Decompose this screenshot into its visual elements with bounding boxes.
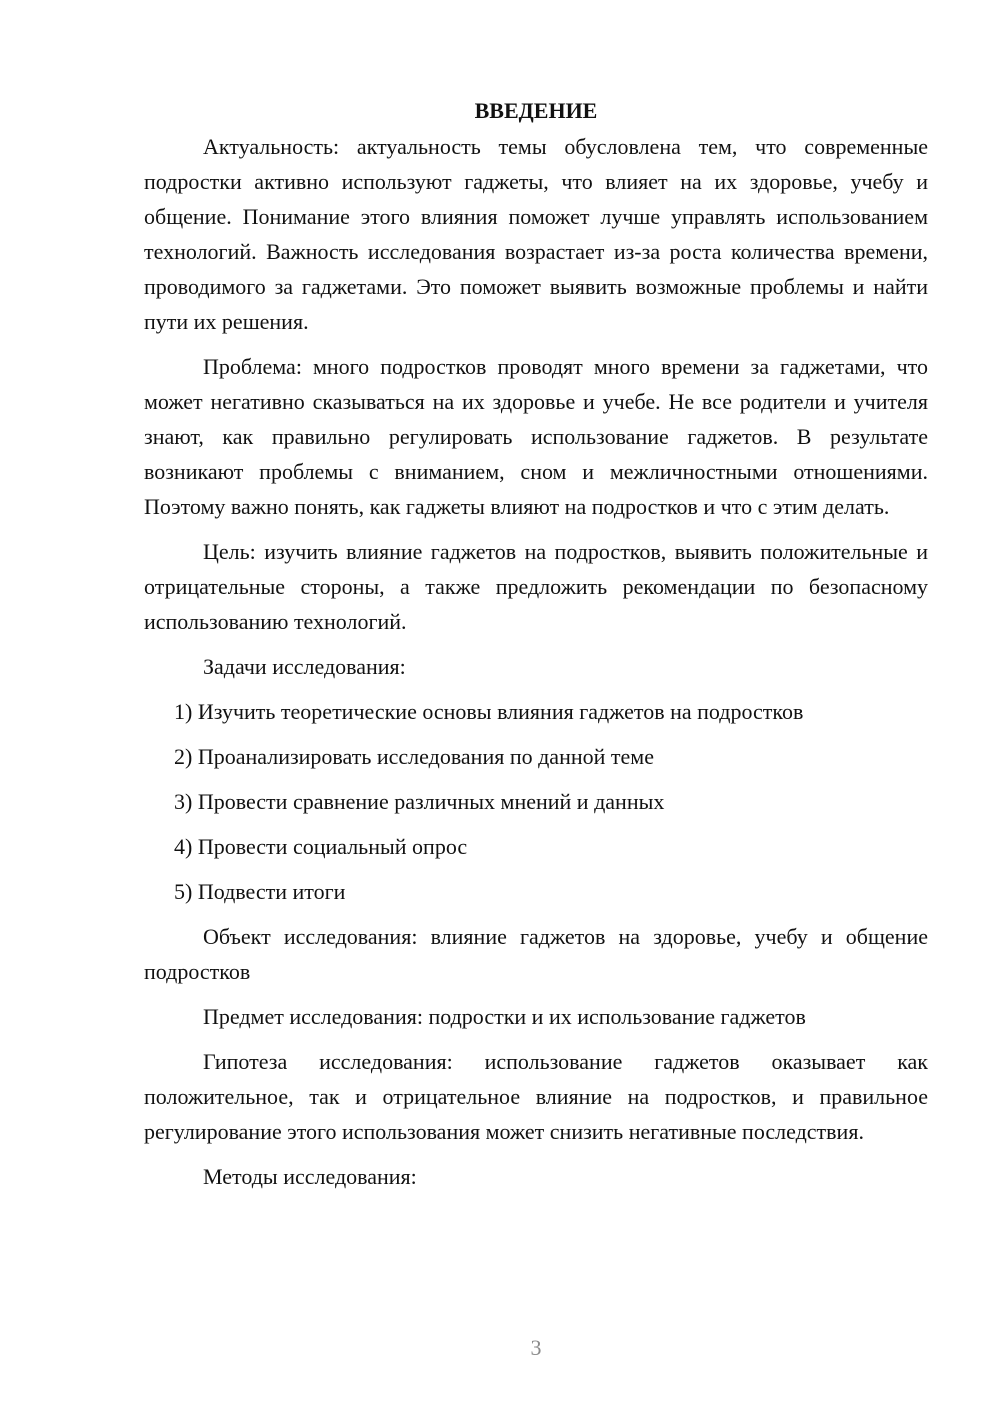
tasks-title: Задачи исследования: <box>203 654 406 679</box>
object-paragraph: Объект исследования: влияние гаджетов на здоровье, учебу и общение подростков <box>144 924 928 984</box>
task-item: 1) Изучить теоретические основы влияния гаджетов на подростков <box>174 699 804 724</box>
task-item: 3) Провести сравнение различных мнений и данных <box>174 789 665 814</box>
section-heading: ВВЕДЕНИЕ <box>474 98 598 123</box>
relevance-paragraph: Актуальность: актуальность темы обусловлена тем, что современные подростки активно используют гаджеты, что влияет на их здоровье, учебу и общение. Понимание этого влияния поможет лучше управлять использованием технологий. Важность исследования возрастает из-за роста количества времени, проводимого за гаджетами. Это поможет выявить возможные проблемы и найти пути их решения. <box>144 134 928 334</box>
task-item: 5) Подвести итоги <box>174 879 346 904</box>
problem-paragraph: Проблема: много подростков проводят много времени за гаджетами, что может негативно сказываться на их здоровье и учебе. Не все родители и учителя знают, как правильно регулировать использование гаджетов. В результате возникают проблемы с вниманием, сном и межличностными отношениями. Поэтому важно понять, как гаджеты влияют на подростков и что с этим делать. <box>144 354 928 519</box>
page-number: 3 <box>530 1335 542 1360</box>
subject-paragraph: Предмет исследования: подростки и их использование гаджетов <box>203 1004 806 1029</box>
hypothesis-paragraph: Гипотеза исследования: использование гаджетов оказывает как положительное, так и отрицательное влияние на подростков, и правильное регулирование этого использования может снизить негативные последствия. <box>144 1049 928 1144</box>
task-item: 2) Проанализировать исследования по данной теме <box>174 744 654 769</box>
task-item: 4) Провести социальный опрос <box>174 834 468 859</box>
methods-title: Методы исследования: <box>203 1164 417 1189</box>
tasks-list <box>144 694 928 909</box>
page-content <box>144 94 928 1204</box>
goal-paragraph: Цель: изучить влияние гаджетов на подростков, выявить положительные и отрицательные стороны, а также предложить рекомендации по безопасному использованию технологий. <box>144 539 928 634</box>
